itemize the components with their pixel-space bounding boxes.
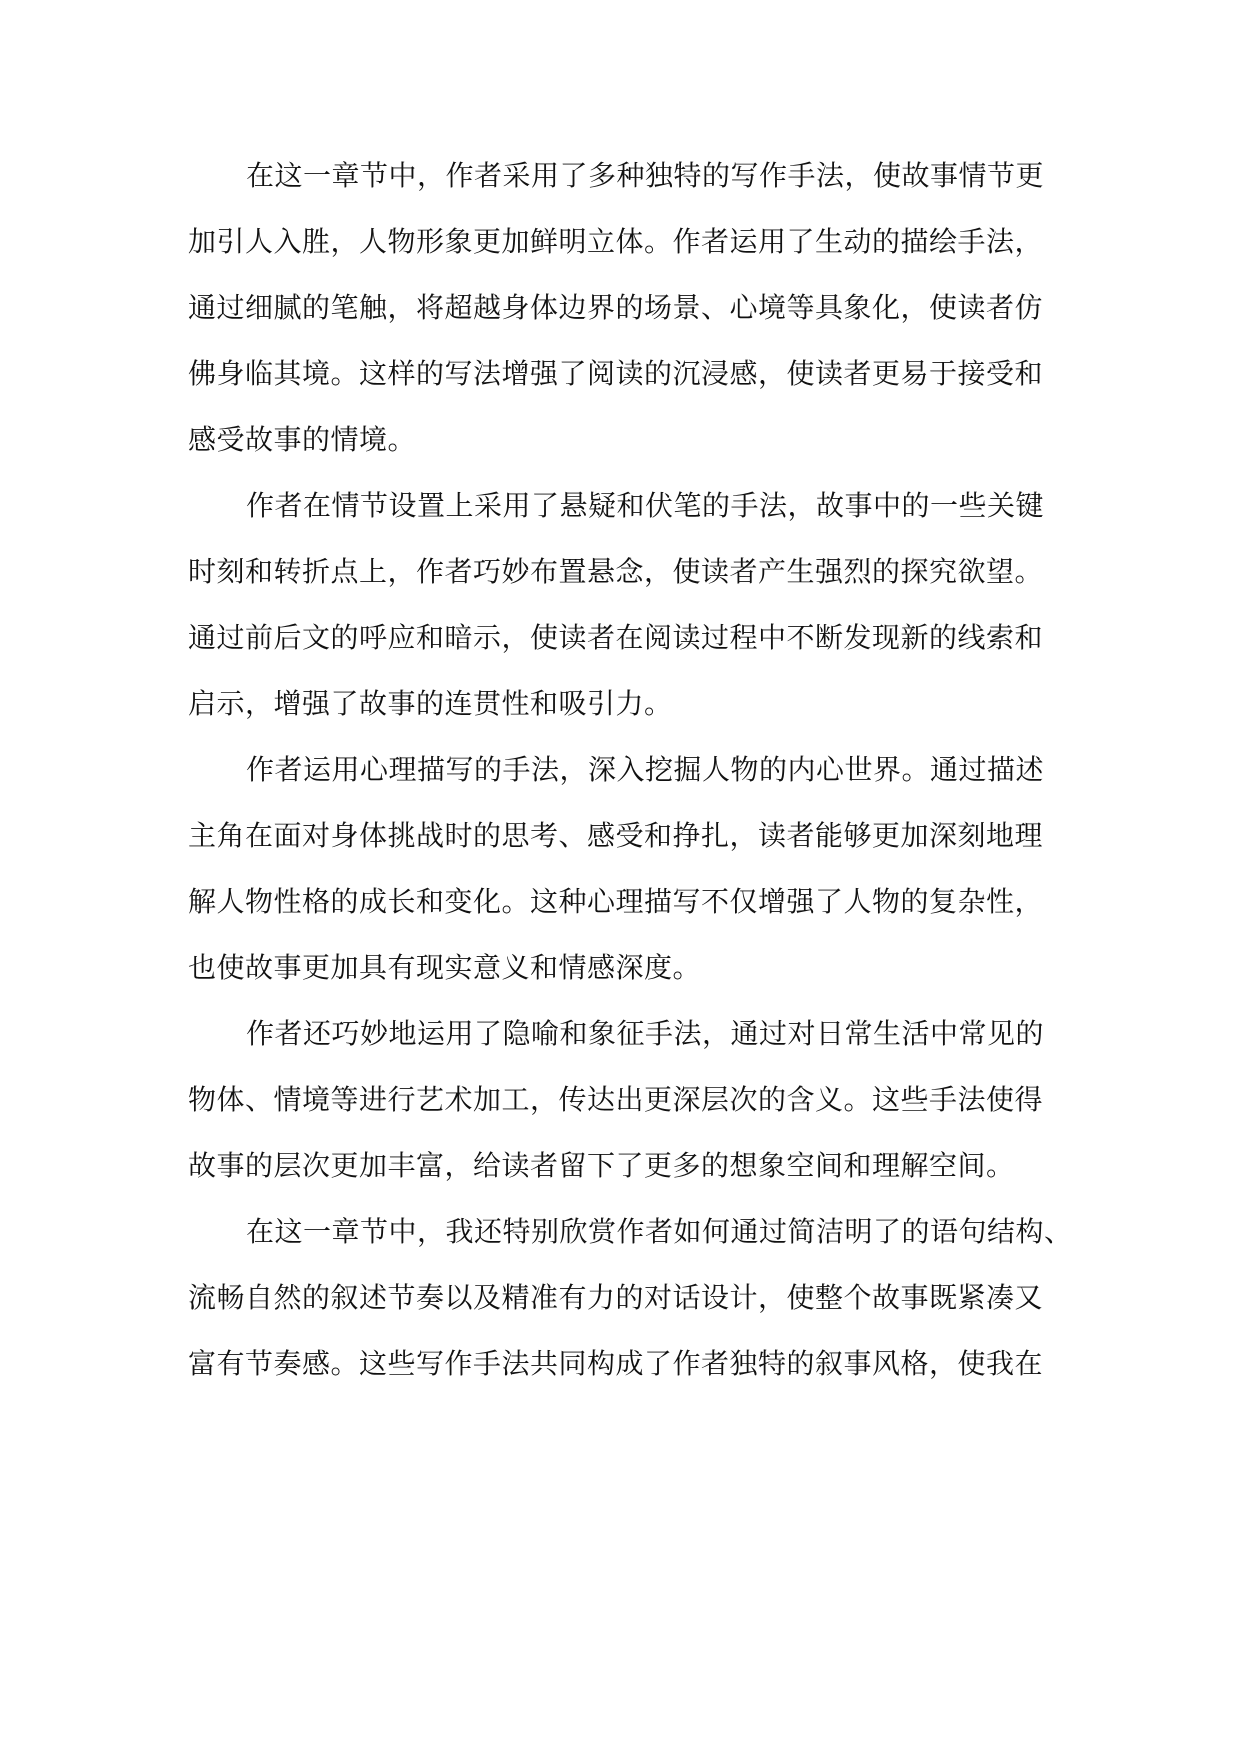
paragraph-4-line-1: 作者还巧妙地运用了隐喻和象征手法，通过对日常生活中常见的 bbox=[246, 1017, 1045, 1050]
document-body bbox=[188, 143, 1073, 1397]
paragraph-2-line-3: 通过前后文的呼应和暗示，使读者在阅读过程中不断发现新的线索和 bbox=[188, 621, 1044, 654]
paragraph-2-line-2: 时刻和转折点上，作者巧妙布置悬念，使读者产生强烈的探究欲望。 bbox=[188, 555, 1044, 588]
paragraph-1-line-1: 在这一章节中，作者采用了多种独特的写作手法，使故事情节更 bbox=[246, 159, 1045, 192]
paragraph-1-line-5: 感受故事的情境。 bbox=[188, 423, 417, 456]
paragraph-2-line-1: 作者在情节设置上采用了悬疑和伏笔的手法，故事中的一些关键 bbox=[246, 489, 1045, 522]
paragraph-5-line-1: 在这一章节中，我还特别欣赏作者如何通过简洁明了的语句结构、 bbox=[246, 1215, 1073, 1248]
paragraph-3-line-4: 也使故事更加具有现实意义和情感深度。 bbox=[188, 951, 702, 984]
paragraph-5-line-3: 富有节奏感。这些写作手法共同构成了作者独特的叙事风格，使我在 bbox=[188, 1347, 1044, 1380]
paragraph-3-line-2: 主角在面对身体挑战时的思考、感受和挣扎，读者能够更加深刻地理 bbox=[188, 819, 1044, 852]
paragraph-2-line-4: 启示，增强了故事的连贯性和吸引力。 bbox=[188, 687, 673, 720]
paragraph-1-line-4: 佛身临其境。这样的写法增强了阅读的沉浸感，使读者更易于接受和 bbox=[188, 357, 1044, 390]
paragraph-3-line-1: 作者运用心理描写的手法，深入挖掘人物的内心世界。通过描述 bbox=[246, 753, 1045, 786]
paragraph-1-line-3: 通过细腻的笔触，将超越身体边界的场景、心境等具象化，使读者仿 bbox=[188, 291, 1044, 324]
paragraph-3-line-3: 解人物性格的成长和变化。这种心理描写不仅增强了人物的复杂性， bbox=[188, 885, 1044, 918]
paragraph-5-line-2: 流畅自然的叙述节奏以及精准有力的对话设计，使整个故事既紧凑又 bbox=[188, 1281, 1044, 1314]
paragraph-4-line-2: 物体、情境等进行艺术加工，传达出更深层次的含义。这些手法使得 bbox=[188, 1083, 1044, 1116]
paragraph-1-line-2: 加引人入胜，人物形象更加鲜明立体。作者运用了生动的描绘手法， bbox=[188, 225, 1044, 258]
paragraph-4-line-3: 故事的层次更加丰富，给读者留下了更多的想象空间和理解空间。 bbox=[188, 1149, 1015, 1182]
